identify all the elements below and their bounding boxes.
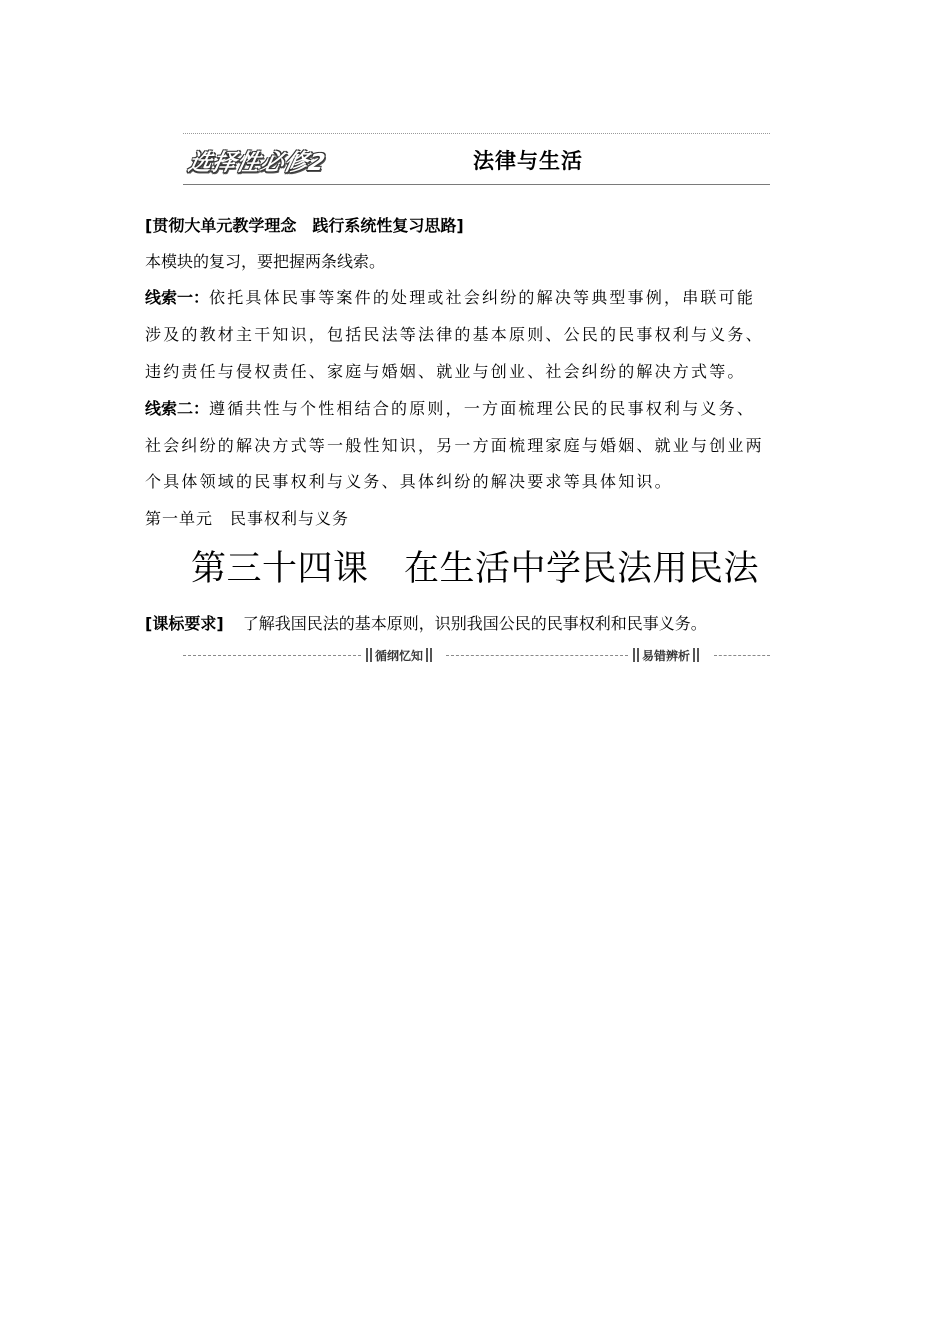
- section-tag-left-label: 循纲忆知: [375, 648, 424, 663]
- divider-dash: [183, 655, 361, 656]
- curriculum-standard: [145, 611, 707, 634]
- clue2-text-2: 社会纠纷的解决方式等一般性知识，另一方面梳理家庭与婚姻、就业与创业两: [145, 436, 764, 455]
- unit-title: 第一单元 民事权利与义务: [145, 509, 350, 528]
- book-title: 法律与生活: [473, 148, 583, 173]
- double-bar-icon: [693, 648, 699, 662]
- double-bar-icon: [426, 648, 432, 662]
- section-divider: [183, 647, 770, 663]
- standard-text: 了解我国民法的基本原则，识别我国公民的民事权利和民事义务。: [242, 614, 707, 633]
- section-tag-right-label: 易错辨析: [642, 648, 691, 663]
- divider-dash: [446, 655, 628, 656]
- clue1-text-3: 违约责任与侵权责任、家庭与婚姻、就业与创业、社会纠纷的解决方式等。: [145, 362, 746, 381]
- double-bar-icon: [633, 648, 639, 662]
- divider-dash: [714, 655, 770, 656]
- lesson-title: 第三十四课 在生活中学民法用民法: [190, 549, 759, 589]
- double-bar-icon: [366, 648, 372, 662]
- section-tag-right[interactable]: [630, 647, 702, 663]
- clue2-line1: [145, 396, 755, 419]
- clue1-label: 线索一：: [145, 288, 210, 307]
- volume-label: 选择性必修2: [185, 150, 329, 176]
- review-heading: [贯彻大单元教学理念 践行系统性复习思路]: [145, 216, 464, 235]
- clue1-text-1: 依托具体民事等案件的处理或社会纠纷的解决等典型事例，串联可能: [209, 288, 756, 307]
- clue1-line1: [145, 285, 755, 308]
- clue2-label: 线索二：: [145, 399, 210, 418]
- standard-label: [课标要求]: [145, 614, 224, 633]
- section-tag-left[interactable]: [363, 647, 435, 663]
- clue2-text-3: 个具体领域的民事权利与义务、具体纠纷的解决要求等具体知识。: [145, 472, 673, 491]
- clue2-text-1: 遵循共性与个性相结合的原则，一方面梳理公民的民事权利与义务、: [209, 399, 756, 418]
- module-banner: [183, 133, 770, 185]
- clue1-text-2: 涉及的教材主干知识，包括民法等法律的基本原则、公民的民事权利与义务、: [145, 325, 764, 344]
- lead-sentence: 本模块的复习，要把握两条线索。: [145, 252, 386, 271]
